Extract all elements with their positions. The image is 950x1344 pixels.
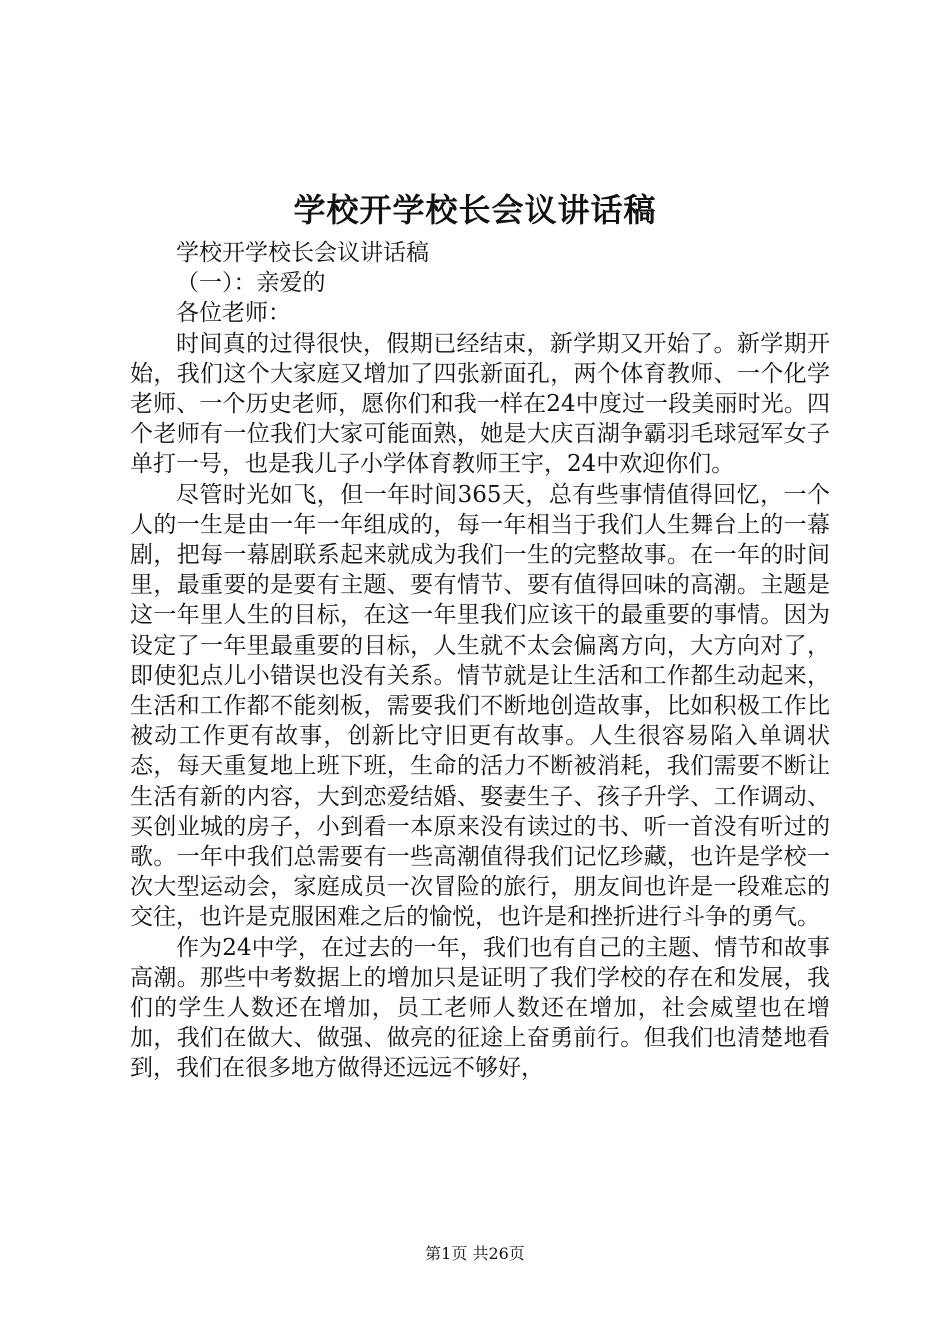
paragraph-subtitle: 学校开学校长会议讲话稿 bbox=[176, 240, 429, 266]
paragraph-body-2: 尽管时光如飞，但一年时间365天，总有些事情值得回忆，一个人的一生是由一年一年组成的，每一年相当于我们人生舞台上的一幕剧，把每一幕剧联系起来就成为我们一生的完整故事。在一年的时间里，最重要的是要有主题、要有情节、要有值得回味的高潮。主题是这一年里人生的目标，在这一年里我们应该干的最重要的事情。因为设定了一年里最重要的目标，人生就不太会偏离方向，大方向对了，即使犯点儿小错误也没有关系。情节就是让生活和工作都生动起来，生活和工作都不能刻板，需要我们不断地创造故事，比如积极工作比被动工作更有故事，创新比守旧更有故事。人生很容易陷入单调状态，每天重复地上班下班，生命的活力不断被消耗，我们需要不断让生活有新的内容，大到恋爱结婚、娶妻生子、孩子升学、工作调动、买创业城的房子，小到看一本原来没有读过的书、听一首没有听过的歌。一年中我们总需要有一些高潮值得我们记忆珍藏，也许是学校一次大型运动会，家庭成员一次冒险的旅行，朋友间也许是一段难忘的交往，也许是克服困难之后的愉悦，也许是和挫折进行斗争的勇气。 bbox=[130, 481, 830, 931]
page-footer: 第1页 共26页 bbox=[425, 1244, 525, 1263]
paragraph-section-heading: （一）：亲爱的 bbox=[176, 270, 326, 297]
document-body bbox=[130, 238, 830, 1084]
document-title: 学校开学校长会议讲话稿 bbox=[293, 191, 657, 229]
paragraph-body-1: 时间真的过得很快，假期已经结束，新学期又开始了。新学期开始，我们这个大家庭又增加了四张新面孔，两个体育教师、一个化学老师、一个历史老师，愿你们和我一样在24中度过一段美丽时光。四个老师有一位我们大家可能面熟，她是大庆百湖争霸羽毛球冠军女子单打一号，也是我儿子小学体育教师王宇，24中欢迎你们。 bbox=[130, 330, 830, 478]
paragraph-body-3: 作为24中学，在过去的一年，我们也有自己的主题、情节和故事高潮。那些中考数据上的增加只是证明了我们学校的存在和发展，我们的学生人数还在增加，员工老师人数还在增加，社会威望也在增加，我们在做大、做强、做亮的征途上奋勇前行。但我们也清楚地看到，我们在很多地方做得还远远不够好， bbox=[130, 934, 830, 1082]
paragraph-salutation: 各位老师： bbox=[176, 300, 291, 327]
